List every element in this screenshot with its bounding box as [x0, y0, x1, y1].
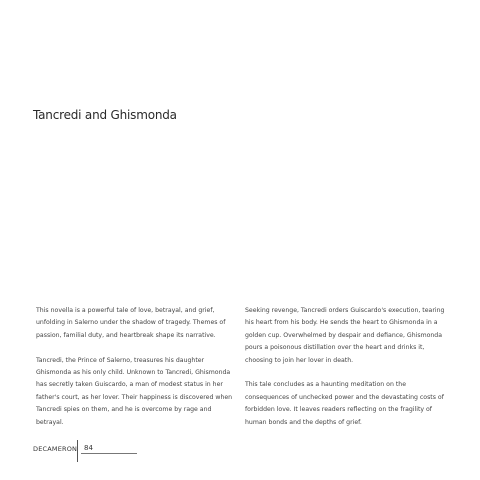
page-footer	[33, 440, 103, 462]
paragraph: Tancredi, the Prince of Salerno, treasures his daughter Ghismonda as his only child. Unknown to Tancredi, Ghismonda has secretly taken Guiscardo, a man of modest status in her father's court, as her lover. Their happiness is discovered when Tancredi spies on them, and he is overcome by rage and betrayal.	[36, 356, 233, 426]
footer-divider	[77, 440, 78, 462]
body-column-right	[245, 305, 445, 441]
paragraph: Seeking revenge, Tancredi orders Guiscardo's execution, tearing his heart from his body. He sends the heart to Ghismonda in a golden cup. Overwhelmed by despair and defiance, Ghismonda pours a poisonous distillation over the heart and drinks it, choosing to join her lover in death.	[245, 307, 445, 364]
page-title: Tancredi and Ghismonda	[33, 108, 177, 122]
paragraph: This tale concludes as a haunting meditation on the consequences of unchecked power and the devastating costs of forbidden love. It leaves readers reflecting on the fragility of human bonds and the depths of grief.	[245, 381, 444, 426]
paragraph: This novella is a powerful tale of love, betrayal, and grief, unfolding in Salerno under the shadow of tragedy. Themes of passion, familial duty, and heartbreak shape its narrative.	[36, 307, 226, 339]
body-column-left	[36, 305, 236, 441]
footer-rule	[81, 453, 137, 454]
running-title: DECAMERON	[33, 445, 78, 453]
page-number: 84	[84, 444, 93, 452]
